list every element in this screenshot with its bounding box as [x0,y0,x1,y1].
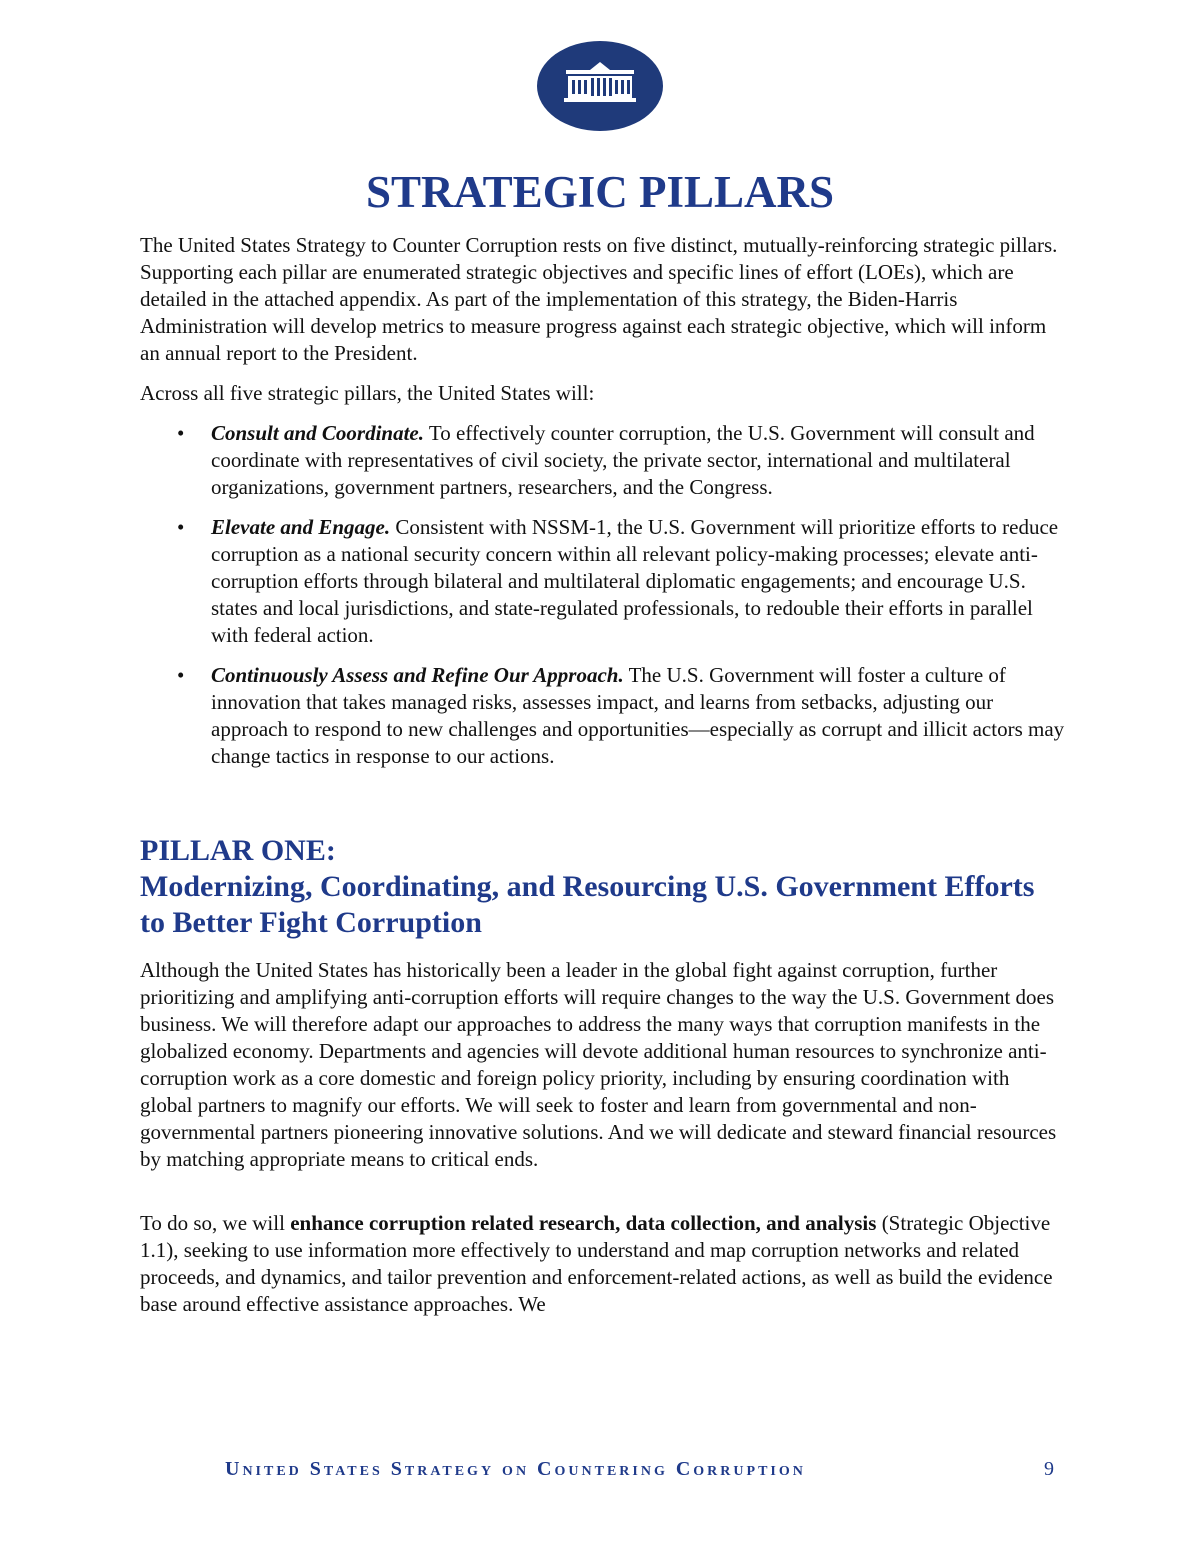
approach-list [165,420,1065,783]
page-title: STRATEGIC PILLARS [365,167,835,217]
paragraph-text: To do so, we will [140,1211,291,1235]
list-item [165,662,1065,770]
list-item-lead: Consult and Coordinate. [211,421,424,445]
pillar-title: Modernizing, Coordinating, and Resourcing U.S. Government Efforts to Better Fight Corruption [140,870,1035,939]
white-house-seal-icon [536,40,664,132]
intro-paragraph: The United States Strategy to Counter Corruption rests on five distinct, mutually-reinforcing strategic pillars. Supporting each pillar are enumerated strategic objectives and specific lines of effort (LOEs), which are detailed in the attached appendix. As part of the implementation of this strategy, the Biden-Harris Administration will develop metrics to measure progress against each strategic objective, which will inform an annual report to the President. [140,233,1058,365]
pillar-paragraph: Although the United States has historically been a leader in the global fight against corruption, further prioritizing and amplifying anti-corruption efforts will require changes to the way the U.S. Government does business. We will therefore adapt our approaches to address the many ways that corruption manifests in the globalized economy. Departments and agencies will devote additional human resources to synchronize anti-corruption work as a core domestic and foreign policy priority, including by ensuring coordination with global partners to magnify our efforts. We will seek to foster and learn from governmental and non-governmental partners pioneering innovative solutions. And we will dedicate and steward financial resources by matching appropriate means to critical ends. [140,958,1057,1171]
list-item-lead: Continuously Assess and Refine Our Approach. [211,663,624,687]
list-item-text: The U.S. Government will foster a culture of innovation that takes managed risks, assesses impact, and learns from setbacks, adjusting our approach to respond to new challenges and opportunities—especially as corrupt and illicit actors may change tactics in response to our actions. [211,663,1065,768]
bullet-icon: • [177,421,185,445]
list-item [165,420,1065,501]
pillar-heading [140,833,1065,941]
intro-lead-in: Across all five strategic pillars, the United States will: [140,381,595,405]
paragraph-text: (Strategic Objective 1.1), seeking to use information more effectively to understand and map corruption networks and related proceeds, and dynamics, and tailor prevention and enforcement-related actions, as well as build the evidence base around effective assistance approaches. We [140,1211,1053,1316]
page-number: 9 [1044,1458,1054,1480]
list-item-lead: Elevate and Engage. [211,515,391,539]
list-item [165,514,1065,649]
list-item-text: To effectively counter corruption, the U.S. Government will consult and coordinate with representatives of civil society, the private sector, international and multilateral organizations, government partners, researchers, and the Congress. [211,421,1035,499]
bullet-icon: • [177,515,185,539]
pillar-label: PILLAR ONE: [140,834,336,867]
list-item-text: Consistent with NSSM-1, the U.S. Government will prioritize efforts to reduce corruption as a national security concern within all relevant policy-making processes; elevate anti-corruption efforts through bilateral and multilateral diplomatic engagements; and encourage U.S. states and local jurisdictions, and state-regulated professionals, to redouble their efforts in parallel with federal action. [211,515,1059,647]
footer-title: United States Strategy on Countering Corruption [225,1458,806,1480]
bullet-icon: • [177,663,185,687]
pillar-paragraph-2 [140,1210,1065,1318]
strategic-objective-highlight: enhance corruption related research, data collection, and analysis [290,1211,877,1235]
